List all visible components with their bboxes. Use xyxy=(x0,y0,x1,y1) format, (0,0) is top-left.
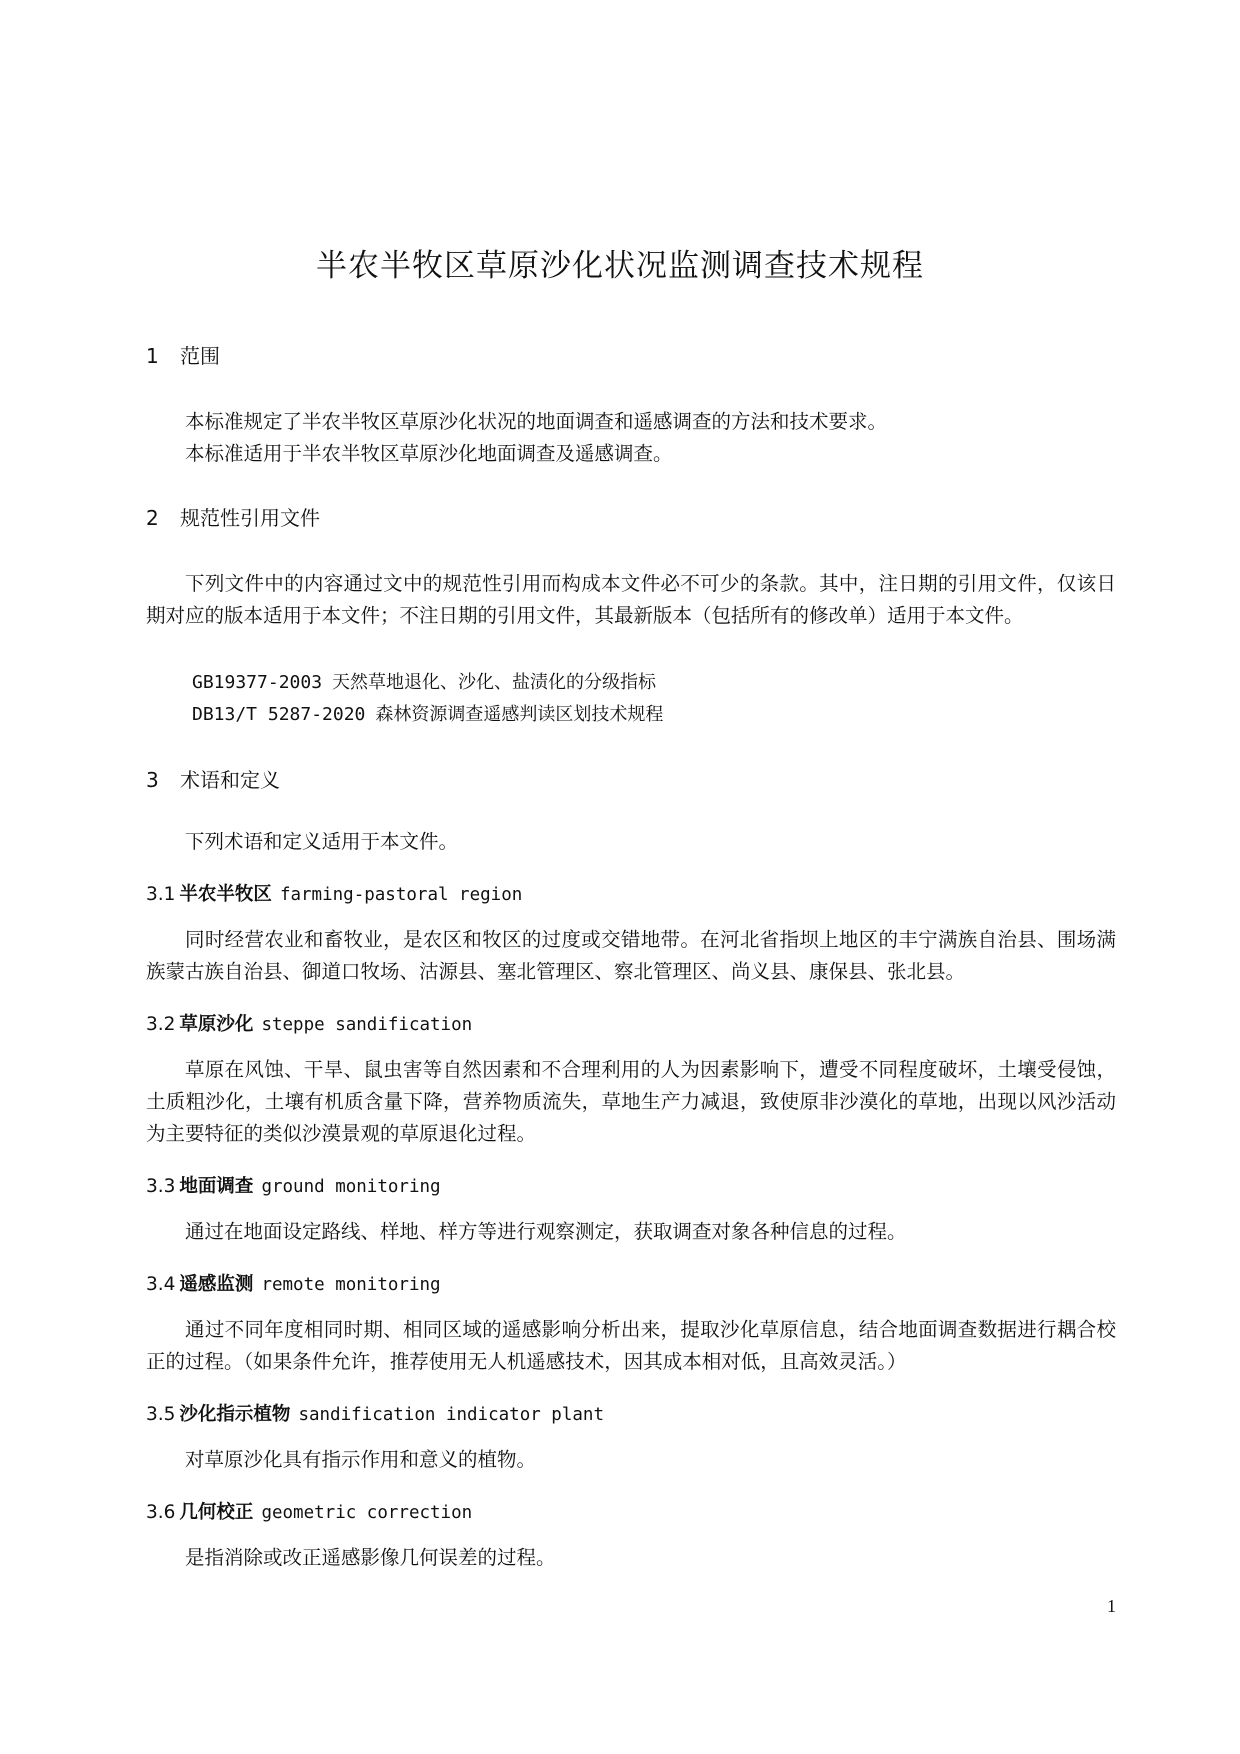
term-english: ground monitoring xyxy=(261,1177,441,1197)
page-number: 1 xyxy=(1107,1596,1116,1616)
term-number: 3.6 xyxy=(146,1502,176,1523)
term-number: 3.2 xyxy=(146,1014,176,1035)
term-number: 3.5 xyxy=(146,1404,176,1425)
term-definition: 通过不同年度相同时期、相同区域的遥感影响分析出来，提取沙化草原信息，结合地面调查数据进行耦合校正的过程。（如果条件允许，推荐使用无人机遥感技术，因其成本相对低，且高效灵活。） xyxy=(146,1318,1116,1373)
reference-name: 森林资源调查遥感判读区划技术规程 xyxy=(375,704,664,725)
reference-item xyxy=(192,668,656,694)
term-definition: 草原在风蚀、干旱、鼠虫害等自然因素和不合理利用的人为因素影响下，遭受不同程度破坏，土壤受侵蚀，土质粗沙化，土壤有机质含量下降，营养物质流失，草地生产力减退，致使原非沙漠化的草地，出现以风沙活动为主要特征的类似沙漠景观的草原退化过程。 xyxy=(146,1058,1116,1145)
term-heading xyxy=(146,1010,472,1036)
term-english: geometric correction xyxy=(261,1503,473,1523)
section-number: 3 xyxy=(146,768,159,792)
reference-name: 天然草地退化、沙化、盐渍化的分级指标 xyxy=(332,672,657,693)
section-1-heading xyxy=(146,340,220,369)
reference-item xyxy=(192,700,663,726)
term-heading xyxy=(146,1498,472,1524)
term-definition: 是指消除或改正遥感影像几何误差的过程。 xyxy=(185,1546,556,1569)
section-2-heading xyxy=(146,502,320,531)
term-heading xyxy=(146,1172,441,1198)
term-number: 3.3 xyxy=(146,1176,176,1197)
section-title: 规范性引用文件 xyxy=(180,506,320,530)
section-title: 范围 xyxy=(180,344,220,368)
term-english: remote monitoring xyxy=(261,1275,441,1295)
term-heading xyxy=(146,1270,441,1296)
section-2-paragraph-1: 下列文件中的内容通过文中的规范性引用而构成本文件必不可少的条款。其中，注日期的引用文件，仅该日期对应的版本适用于本文件；不注日期的引用文件，其最新版本（包括所有的修改单）适用于本文件。 xyxy=(146,572,1116,627)
term-chinese: 半农半牧区 xyxy=(179,884,272,905)
term-definition: 通过在地面设定路线、样地、样方等进行观察测定，获取调查对象各种信息的过程。 xyxy=(185,1220,907,1243)
section-number: 1 xyxy=(146,344,159,368)
term-chinese: 草原沙化 xyxy=(179,1014,254,1035)
section-3-heading xyxy=(146,764,280,793)
term-definition: 对草原沙化具有指示作用和意义的植物。 xyxy=(185,1448,537,1471)
reference-code: GB19377-2003 xyxy=(192,672,323,693)
term-english: steppe sandification xyxy=(261,1015,473,1035)
term-english: farming-pastoral region xyxy=(279,885,523,905)
section-1-paragraph-1: 本标准规定了半农半牧区草原沙化状况的地面调查和遥感调查的方法和技术要求。 xyxy=(185,410,888,433)
term-number: 3.1 xyxy=(146,884,176,905)
document-title: 半农半牧区草原沙化状况监测调查技术规程 xyxy=(316,248,924,284)
term-heading xyxy=(146,880,522,906)
term-definition: 同时经营农业和畜牧业，是农区和牧区的过度或交错地带。在河北省指坝上地区的丰宁满族自治县、围场满族蒙古族自治县、御道口牧场、沽源县、塞北管理区、察北管理区、尚义县、康保县、张北县。 xyxy=(146,928,1116,983)
term-number: 3.4 xyxy=(146,1274,176,1295)
section-number: 2 xyxy=(146,506,159,530)
term-heading xyxy=(146,1400,604,1426)
term-chinese: 地面调查 xyxy=(179,1176,254,1197)
reference-code: DB13/T 5287-2020 xyxy=(192,704,366,725)
term-english: sandification indicator plant xyxy=(298,1405,604,1425)
term-chinese: 沙化指示植物 xyxy=(179,1404,291,1425)
term-chinese: 几何校正 xyxy=(179,1502,254,1523)
term-chinese: 遥感监测 xyxy=(179,1274,254,1295)
section-1-paragraph-2: 本标准适用于半农半牧区草原沙化地面调查及遥感调查。 xyxy=(185,442,673,465)
section-title: 术语和定义 xyxy=(180,768,280,792)
section-3-paragraph-1: 下列术语和定义适用于本文件。 xyxy=(185,830,459,853)
